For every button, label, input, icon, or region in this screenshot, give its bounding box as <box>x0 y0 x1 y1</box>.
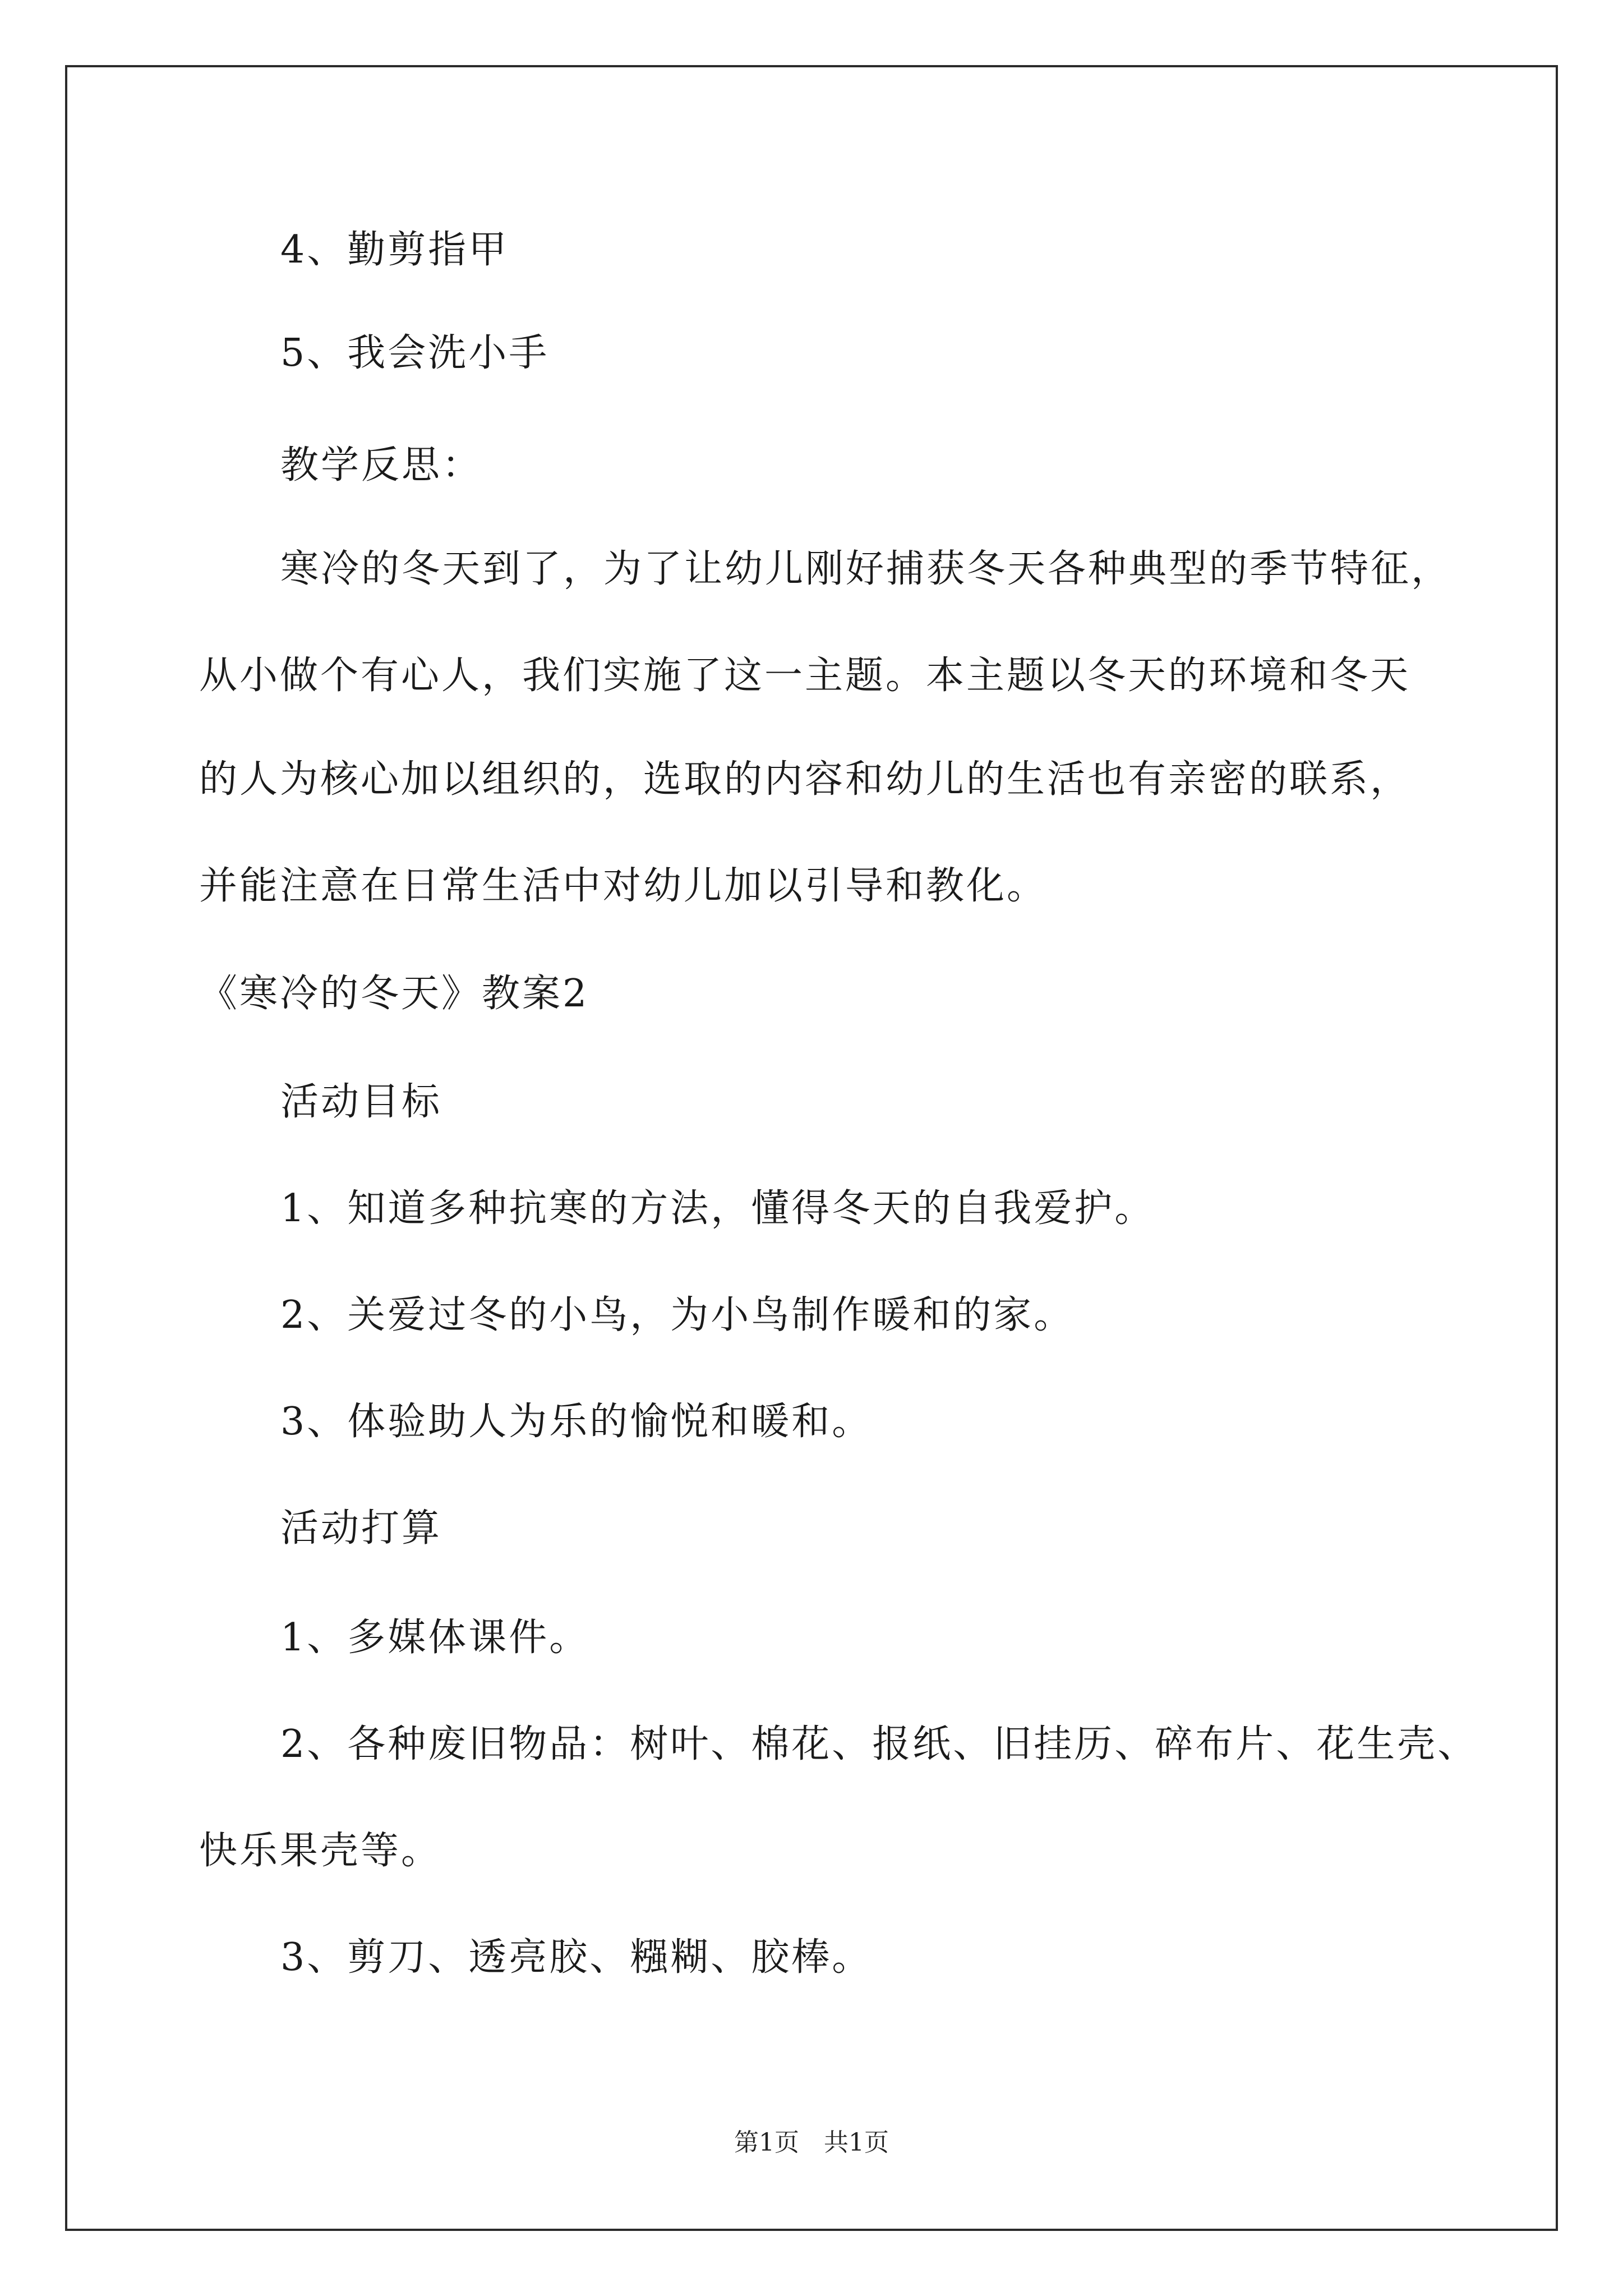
list-item: 3、剪刀、透亮胶、糨糊、胶棒。 <box>280 1935 873 1980</box>
paragraph-line: 并能注意在日常生活中对幼儿加以引导和教化。 <box>199 864 1048 908</box>
list-item-continuation: 快乐果壳等。 <box>199 1829 442 1873</box>
page-total: 共1页 <box>824 2128 889 2157</box>
page-border <box>65 65 1558 2231</box>
list-item: 1、多媒体课件。 <box>280 1616 590 1660</box>
list-item: 2、各种废旧物品：树叶、棉花、报纸、旧挂历、碎布片、花生壳、 <box>280 1722 1478 1766</box>
paragraph-line: 的人为核心加以组织的，选取的内容和幼儿的生活也有亲密的联系， <box>199 757 1411 802</box>
section-heading-reflection: 教学反思： <box>280 443 483 487</box>
list-item-trim-nails: 4、勤剪指甲 <box>280 228 509 272</box>
paragraph-line: 寒冷的冬天到了，为了让幼儿刚好捕获冬天各种典型的季节特征， <box>280 547 1452 591</box>
list-item: 2、关爱过冬的小鸟，为小鸟制作暖和的家。 <box>280 1293 1075 1337</box>
page-footer <box>0 2126 1623 2160</box>
paragraph-line: 从小做个有心人，我们实施了这一主题。本主题以冬天的环境和冬天 <box>199 654 1411 698</box>
list-item: 1、知道多种抗寒的方法，懂得冬天的自我爱护。 <box>280 1186 1155 1231</box>
page-number: 第1页 <box>734 2128 799 2157</box>
section-heading-goals: 活动目标 <box>280 1080 442 1124</box>
document-title: 《寒冷的冬天》教案2 <box>199 972 589 1016</box>
list-item: 3、体验助人为乐的愉悦和暖和。 <box>280 1400 873 1444</box>
section-heading-preparation: 活动打算 <box>280 1506 442 1550</box>
list-item-wash-hands: 5、我会洗小手 <box>280 331 550 375</box>
